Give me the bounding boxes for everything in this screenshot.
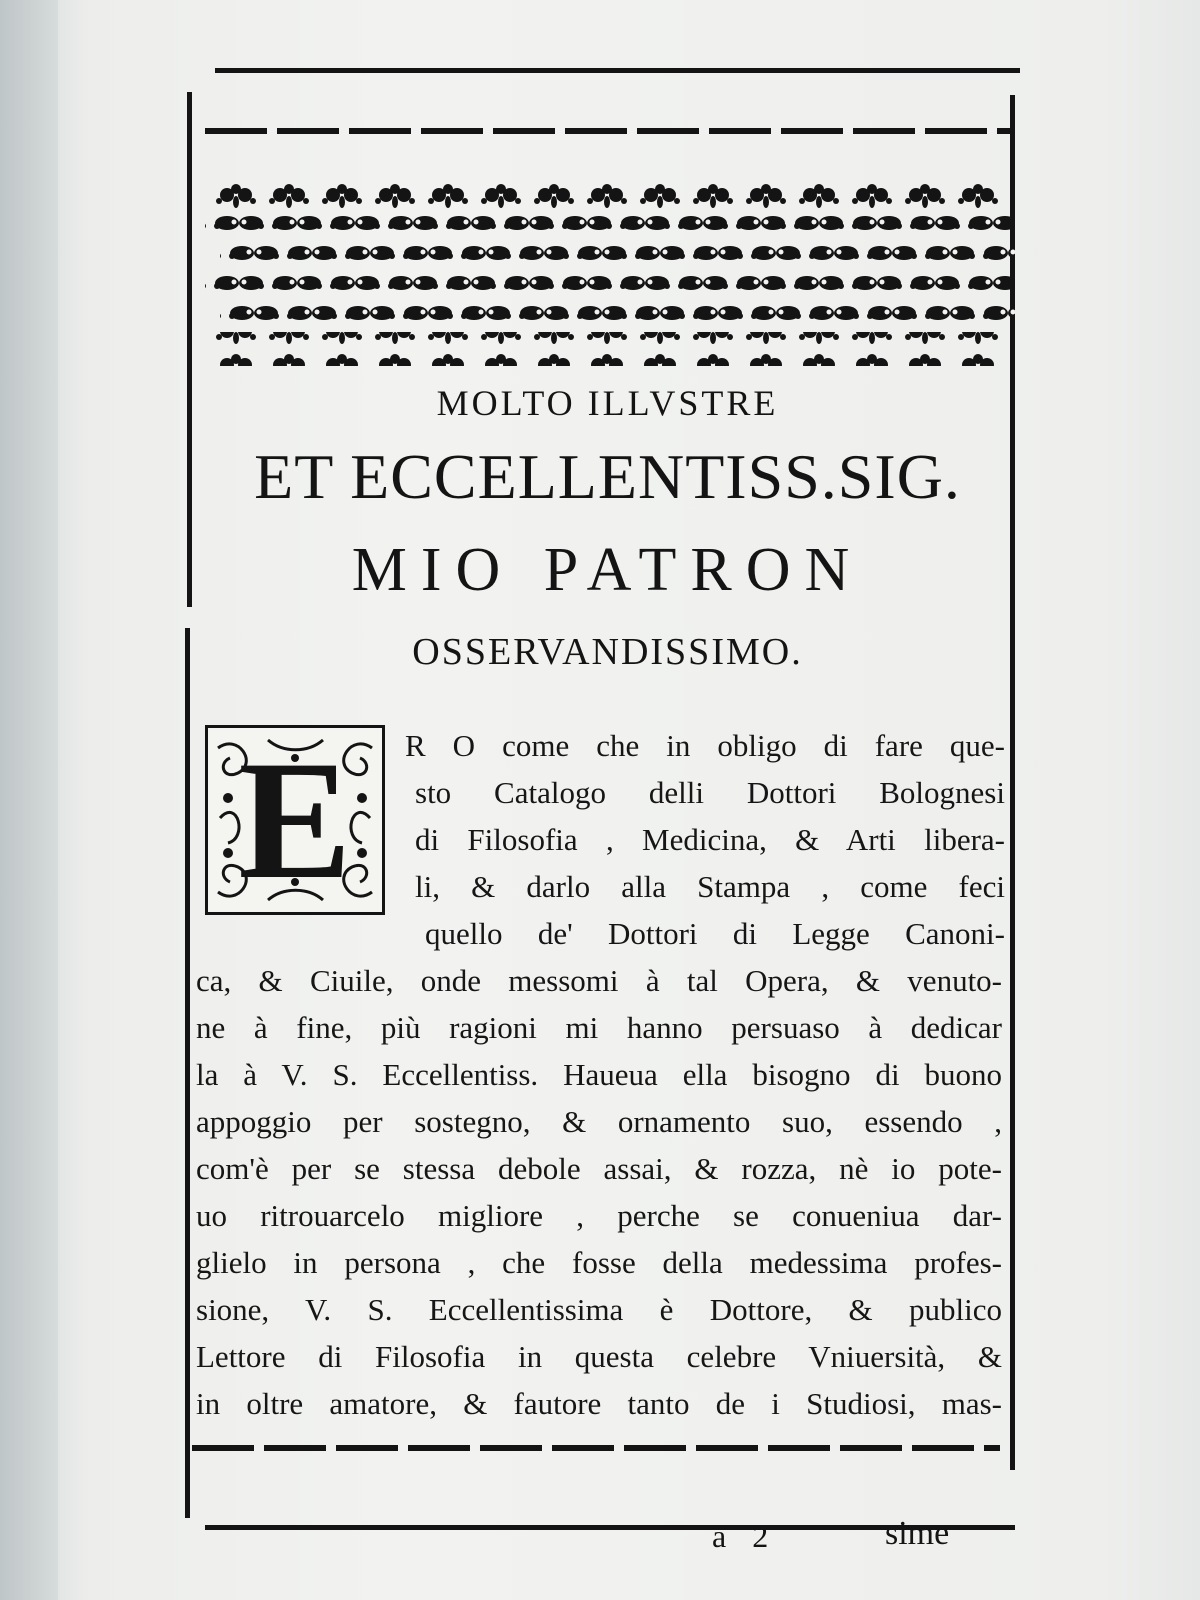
body-line: sione, V. S. Eccellentissima è Dottore, & publico xyxy=(196,1292,1002,1327)
heading-line-4: OSSERVANDISSIMO. xyxy=(412,631,803,673)
body-line: sto Catalogo delli Dottori Bolognesi xyxy=(415,775,1005,810)
top-rule xyxy=(215,68,1020,73)
body-line: Lettore di Filosofia in questa celebre Vniuersità, & xyxy=(196,1339,1002,1374)
heading-line-3: MIO PATRON xyxy=(351,536,864,604)
body-line: quello de' Dottori di Legge Canoni- xyxy=(425,916,1005,951)
body-line: la à V. S. Eccellentiss. Haueua ella bisogno di buono xyxy=(196,1057,1002,1092)
heading-line-1: MOLTO ILLVSTRE xyxy=(436,383,779,423)
body-line: uo ritrouarcelo migliore , perche se conueniua dar- xyxy=(196,1198,1002,1233)
body-line: in oltre amatore, & fautore tanto de i Studiosi, mas- xyxy=(196,1386,1002,1421)
body-line: glielo in persona , che fosse della medessima profes- xyxy=(196,1245,1002,1280)
top-dashed-rule xyxy=(205,128,1015,134)
body-line: di Filosofia , Medicina, & Arti libera- xyxy=(415,822,1005,857)
bottom-dashed-rule xyxy=(192,1445,1000,1451)
book-gutter xyxy=(0,0,58,1600)
decorated-initial xyxy=(205,725,385,915)
initial-letter: E xyxy=(238,726,352,914)
left-frame-upper xyxy=(187,92,192,607)
left-frame-lower xyxy=(185,628,190,1518)
body-line: ne à fine, più ragioni mi hanno persuaso à dedicar xyxy=(196,1010,1002,1045)
fleuron-ornament-band xyxy=(205,178,1015,368)
signature-mark: a 2 xyxy=(712,1518,769,1554)
body-line: appoggio per sostegno, & ornamento suo, essendo , xyxy=(196,1104,1002,1139)
heading-line-2: ET ECCELLENTISS.SIG. xyxy=(254,441,961,512)
body-line: com'è per se stessa debole assai, & rozza, nè io pote- xyxy=(196,1151,1002,1186)
body-line: ca, & Ciuile, onde messomi à tal Opera, & venuto- xyxy=(196,963,1002,998)
catchword: sime xyxy=(885,1515,950,1552)
body-line: R O come che in obligo di fare que- xyxy=(405,728,1005,763)
body-line: li, & darlo alla Stampa , come feci xyxy=(415,869,1005,904)
